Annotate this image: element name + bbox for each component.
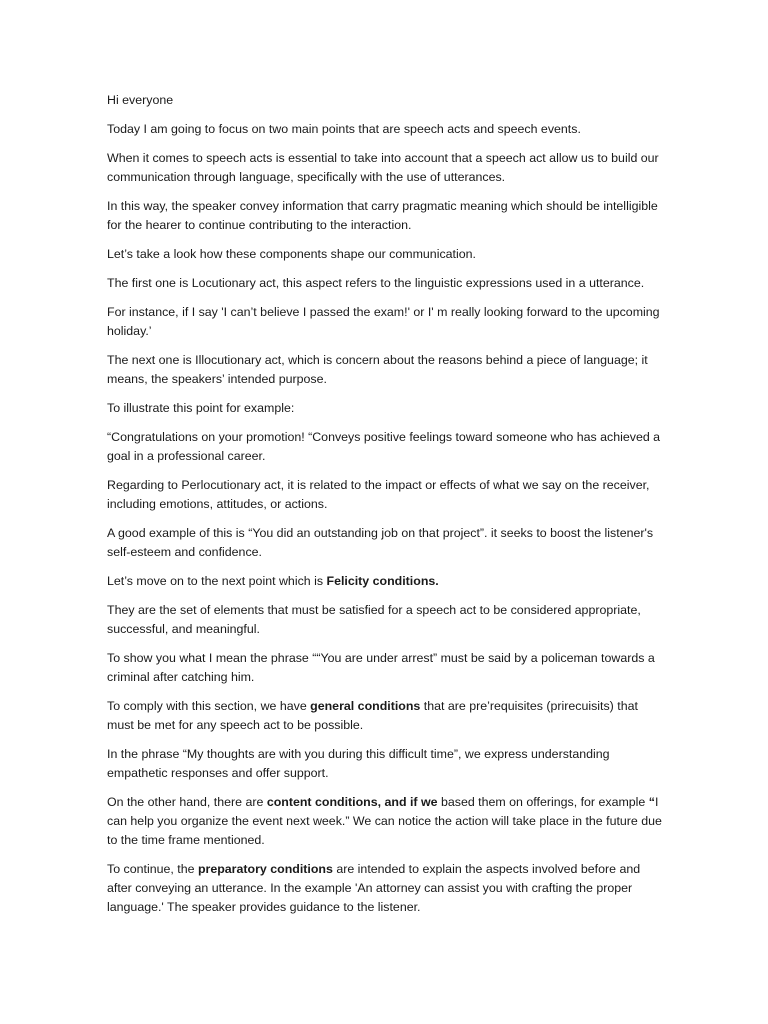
text-run: Let’s move on to the next point which is [107, 574, 327, 588]
text-run: based them on offerings, for example [437, 795, 649, 809]
text-run: On the other hand, there are [107, 795, 267, 809]
bold-text-run: content conditions, and if we [266, 795, 438, 809]
paragraph [107, 91, 667, 110]
paragraph [107, 428, 667, 466]
paragraph [107, 120, 667, 139]
paragraph [107, 245, 667, 264]
text-run: “Congratulations on your promotion! “Conveys positive feelings toward someone who has achieved a goal in a professional career. [107, 430, 661, 463]
text-run: In the phrase “My thoughts are with you during this difficult time”, we express understanding empathetic responses and offer support. [107, 747, 610, 780]
paragraph [107, 697, 667, 735]
text-run: Let’s take a look how these components shape our communication. [107, 247, 476, 261]
paragraph [107, 351, 667, 389]
text-run: To continue, the [107, 862, 198, 876]
text-run: I can help you organize the event next week.” We can notice the action will take place in the future due to the time frame mentioned. [107, 795, 662, 847]
paragraph [107, 399, 667, 418]
text-run: The next one is Illocutionary act, which is concern about the reasons behind a piece of language; it means, the speakers’ intended purpose. [107, 353, 648, 386]
text-run: are intended to explain the aspects involved before and after conveying an utterance. In the example 'An attorney can assist you with crafting the proper language.' The speaker provides guidance to the listener. [107, 862, 641, 914]
text-run: In this way, the speaker convey information that carry pragmatic meaning which should be intelligible for the hearer to continue contributing to the interaction. [107, 199, 658, 232]
paragraph [107, 649, 667, 687]
text-run: that are pre’requisites (prirecuisits) that must be met for any speech act to be possible. [107, 699, 638, 732]
paragraph [107, 860, 667, 917]
text-run: To illustrate this point for example: [107, 401, 295, 415]
text-run: Regarding to Perlocutionary act, it is related to the impact or effects of what we say on the receiver, including emotions, attitudes, or actions. [107, 478, 650, 511]
paragraph [107, 793, 667, 850]
text-run: A good example of this is “You did an outstanding job on that project”. it seeks to boost the listener's self-esteem and confidence. [107, 526, 654, 559]
text-run: To comply with this section, we have [107, 699, 311, 713]
bold-text-run: “ [648, 795, 655, 809]
paragraph [107, 303, 667, 341]
paragraph [107, 524, 667, 562]
text-run: For instance, if I say 'I can’t believe I passed the exam!' or I' m really looking forward to the upcoming holiday.’ [107, 305, 660, 338]
paragraph [107, 197, 667, 235]
text-run: Hi everyone [107, 93, 174, 107]
bold-text-run: preparatory conditions [197, 862, 333, 876]
bold-text-run: Felicity conditions. [326, 574, 439, 588]
text-run: Today I am going to focus on two main points that are speech acts and speech events. [107, 122, 581, 136]
paragraph [107, 572, 667, 591]
text-run: When it comes to speech acts is essential to take into account that a speech act allow us to build our communication through language, specifically with the use of utterances. [107, 151, 659, 184]
text-run: The first one is Locutionary act, this aspect refers to the linguistic expressions used in a utterance. [107, 276, 645, 290]
text-run: They are the set of elements that must be satisfied for a speech act to be considered appropriate, successful, and meaningful. [107, 603, 641, 636]
paragraph [107, 745, 667, 783]
paragraph [107, 274, 667, 293]
bold-text-run: general conditions [310, 699, 421, 713]
paragraph [107, 149, 667, 187]
document-page [107, 91, 667, 927]
paragraph [107, 476, 667, 514]
text-run: To show you what I mean the phrase ““You are under arrest” must be said by a policeman towards a criminal after catching him. [107, 651, 655, 684]
paragraph [107, 601, 667, 639]
